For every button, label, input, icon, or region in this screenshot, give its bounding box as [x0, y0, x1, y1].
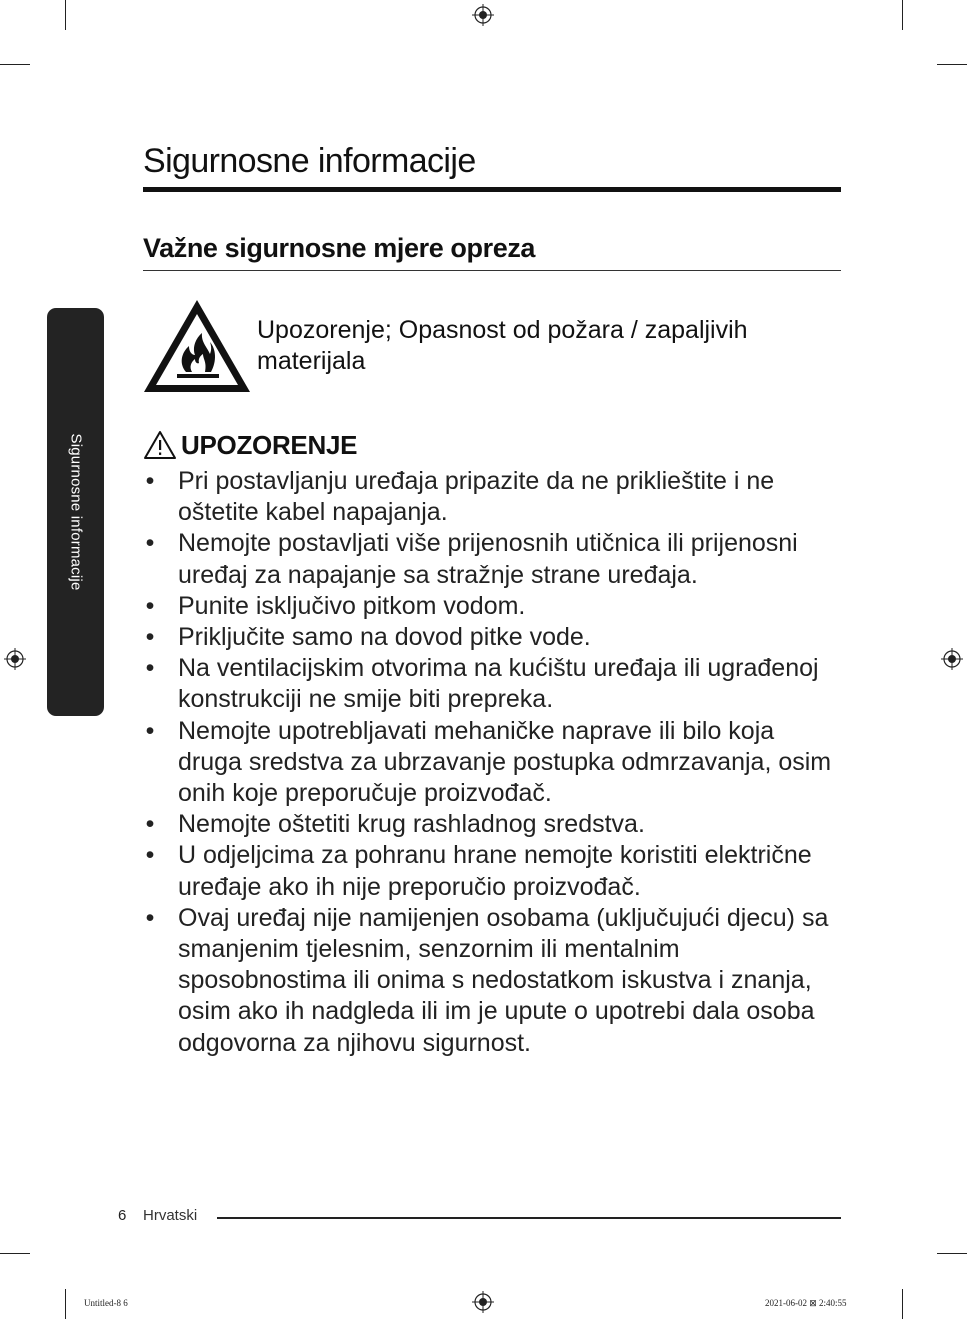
list-item-text: Na ventilacijskim otvorima na kućištu uređaja ili ugrađenoj konstrukciji ne smije biti prepreka. — [178, 654, 819, 714]
warning-triangle-icon — [143, 429, 177, 461]
crop-mark — [65, 1289, 66, 1319]
warning-label: UPOZORENJE — [181, 429, 358, 460]
page-title: Sigurnosne informacije — [143, 142, 476, 180]
bullet-icon: • — [145, 529, 155, 558]
list-item — [143, 809, 843, 840]
crop-mark — [937, 64, 967, 65]
crop-mark — [0, 64, 30, 65]
footer-language: Hrvatski — [143, 1207, 198, 1224]
warning-heading — [143, 428, 357, 462]
crop-mark — [902, 0, 903, 30]
list-item-text: Nemojte upotrebljavati mehaničke naprave ili bilo koja druga sredstva za ubrzavanje postupka odmrzavanja, osim onih koje preporučuje proizvođač. — [178, 716, 832, 808]
bullet-icon: • — [145, 654, 155, 683]
flammable-warning-text: Upozorenje; Opasnost od požara / zapaljivih materijala — [257, 316, 748, 375]
list-item-text: U odjeljcima za pohranu hrane nemojte koristiti električne uređaje ako ih nije preporučio proizvođač. — [178, 841, 812, 901]
crop-mark — [65, 0, 66, 30]
title-divider — [143, 187, 841, 192]
registration-mark-icon — [472, 1291, 494, 1313]
list-item — [143, 622, 843, 653]
subtitle-divider — [143, 270, 841, 271]
list-item-text: Nemojte postavljati više prijenosnih utičnica ili prijenosni uređaj za napajanje sa stražnje strane uređaja. — [178, 529, 798, 589]
crop-mark — [937, 1253, 967, 1254]
bullet-icon: • — [145, 810, 155, 839]
list-item — [143, 716, 843, 810]
bullet-icon: • — [145, 716, 155, 745]
list-item-text: Priključite samo na dovod pitke vode. — [178, 623, 591, 652]
registration-mark-icon — [472, 4, 494, 26]
list-item — [143, 466, 843, 528]
crop-mark — [902, 1289, 903, 1319]
side-section-tab — [47, 308, 104, 716]
bullet-icon: • — [145, 903, 155, 932]
bullet-icon: • — [145, 467, 155, 495]
warning-list — [143, 466, 843, 1059]
list-item — [143, 840, 843, 902]
registration-mark-icon — [4, 648, 26, 670]
list-item — [143, 591, 843, 622]
print-slug-timestamp: 2021-06-02 ⊠ 2:40:55 — [765, 1298, 847, 1308]
list-item — [143, 653, 843, 715]
list-item — [143, 903, 843, 1059]
bullet-icon: • — [145, 623, 155, 652]
list-item-text: Nemojte oštetiti krug rashladnog sredstva. — [178, 810, 645, 839]
bullet-icon: • — [145, 841, 155, 870]
list-item-text: Ovaj uređaj nije namijenjen osobama (uključujući djecu) sa smanjenim tjelesnim, senzornim ili mentalnim sposobnostima ili onima s nedostatkom iskustva i znanja, osim ako ih nadgleda ili im je upute o upotrebi dala osoba odgovorna za njihovu sigurnost. — [178, 903, 829, 1057]
page-number: 6 — [118, 1207, 127, 1224]
registration-mark-icon — [941, 648, 963, 670]
print-slug-file: Untitled-8 6 — [84, 1298, 128, 1308]
bullet-icon: • — [145, 591, 155, 620]
flammable-warning-icon — [141, 297, 253, 395]
list-item — [143, 528, 843, 590]
footer-divider — [217, 1217, 841, 1219]
list-item-text: Pri postavljanju uređaja pripazite da ne priklieštite i ne oštetite kabel napajanja. — [178, 467, 775, 527]
crop-mark — [0, 1253, 30, 1254]
side-section-tab-label: Sigurnosne informacije — [67, 433, 84, 591]
list-item-text: Punite isključivo pitkom vodom. — [178, 591, 526, 620]
section-subtitle: Važne sigurnosne mjere opreza — [143, 233, 536, 263]
